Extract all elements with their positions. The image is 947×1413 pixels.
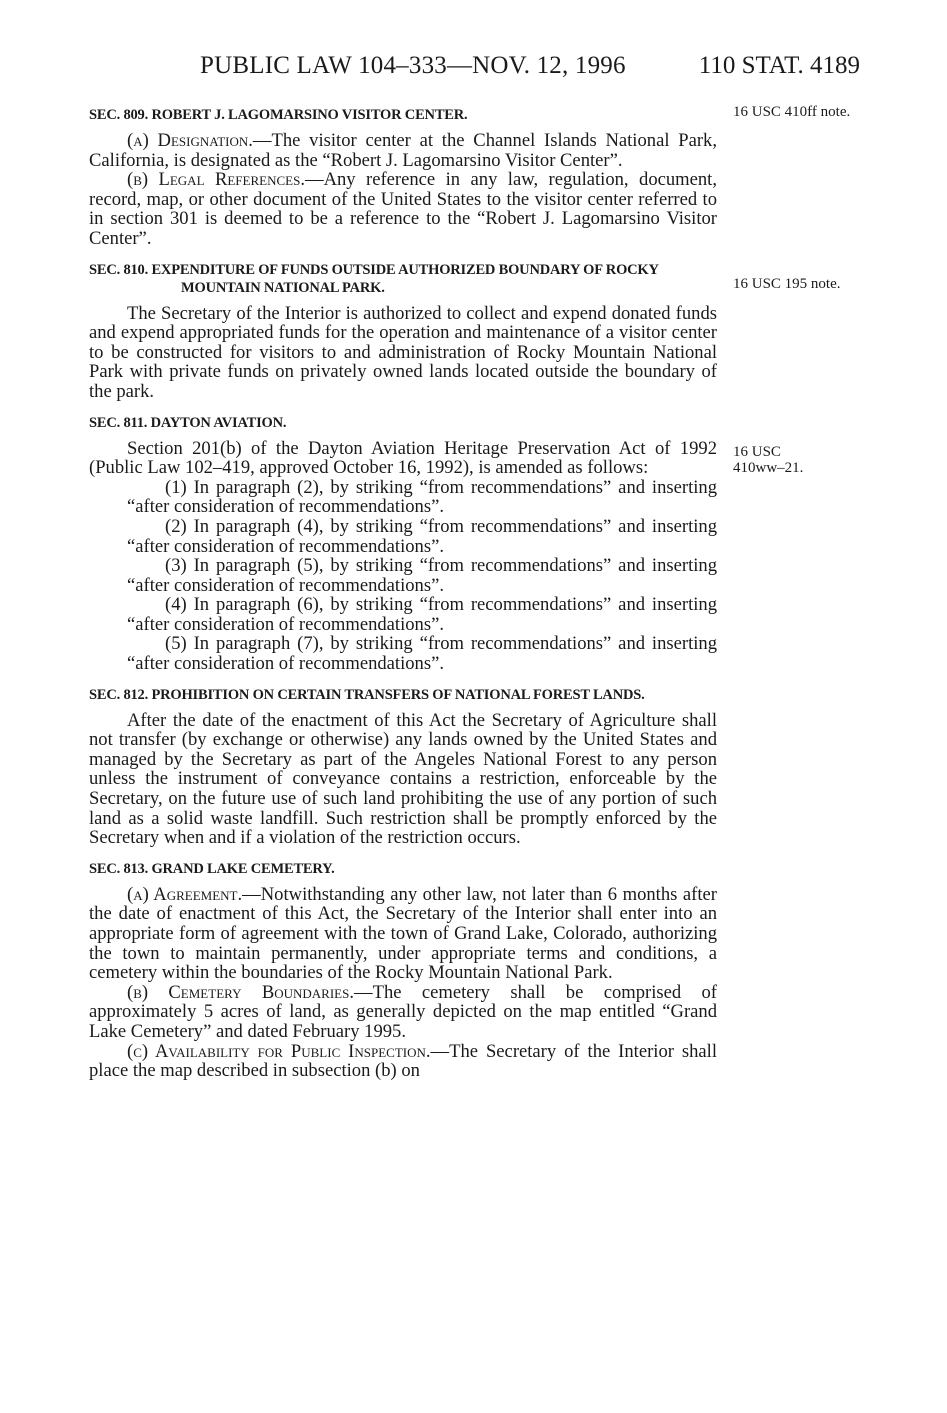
section-813-paragraph-c [89, 1042, 717, 1081]
section-811-paragraph: Section 201(b) of the Dayton Aviation Heritage Preservation Act of 1992 (Public Law 102–419, approved October 16, 1992), is amended as follows: [89, 437, 717, 479]
section-heading-811: SEC. 811. DAYTON AVIATION. [89, 414, 287, 431]
section-811-item-5: (5) In paragraph (7), by striking “from recommendations” and inserting “after consideration of recommendations”. [127, 633, 717, 675]
section-809-paragraph-a [89, 131, 717, 170]
margin-note-811: 16 USC 410ww–21. [733, 444, 804, 476]
section-heading-809: SEC. 809. ROBERT J. LAGOMARSINO VISITOR CENTER. [89, 107, 468, 123]
subsection-text: —The visitor center at the Channel Islands National Park, California, is designated as the “Robert J. Lagomarsino Visitor Center”. [89, 130, 717, 171]
section-810-paragraph: The Secretary of the Interior is authorized to collect and expend donated funds and expend appropriated funds for the operation and maintenance of a visitor center to be constructed for visitors to and administration of Rocky Mountain National Park with private funds on privately owned lands located outside the boundary of the park. [89, 302, 717, 402]
section-812-paragraph: After the date of the enactment of this Act the Secretary of Agriculture shall not transfer (by exchange or otherwise) any lands owned by the United States and managed by the Secretary as part of the Angeles National Forest to any person unless the instrument of conveyance contains a restriction, enforceable by the Secretary, on the future use of such land prohibiting the use of any portion of such land as a solid waste landfill. Such restriction shall be promptly enforced by the Secretary when and if a violation of the restriction occurs. [89, 709, 717, 849]
section-813-paragraph-a [89, 885, 717, 983]
subsection-text: —The cemetery shall be comprised of approximately 5 acres of land, as generally depicted on the map entitled “Grand Lake Cemetery” and dated February 1995. [89, 981, 717, 1042]
subsection-label: (c) Availability for Public Inspection. [127, 1040, 431, 1062]
section-813-paragraph-b [89, 983, 717, 1042]
subsection-label: (b) Cemetery Boundaries. [127, 981, 354, 1003]
subsection-label: (a) Designation. [127, 130, 253, 151]
subsection-label: (b) Legal References. [127, 169, 305, 191]
margin-note-810: 16 USC 195 note. [733, 276, 841, 292]
stat-page-number: 110 STAT. 4189 [698, 52, 860, 79]
section-809-paragraph-b [89, 170, 717, 248]
section-heading-812: SEC. 812. PROHIBITION ON CERTAIN TRANSFERS OF NATIONAL FOREST LANDS. [89, 686, 645, 703]
subsection-text: —Any reference in any law, regulation, document, record, map, or other document of the United States to the visitor center referred to in section 301 is deemed to be a reference to the “Robert J. Lagomarsino Visitor Center”. [89, 169, 717, 249]
section-heading-813: SEC. 813. GRAND LAKE CEMETERY. [89, 860, 335, 877]
section-811-item-4: (4) In paragraph (6), by striking “from recommendations” and inserting “after consideration of recommendations”. [127, 594, 717, 635]
section-heading-810: SEC. 810. EXPENDITURE OF FUNDS OUTSIDE AUTHORIZED BOUNDARY OF ROCKY MOUNTAIN NATIONAL PARK. [89, 261, 659, 296]
section-811-item-3: (3) In paragraph (5), by striking “from recommendations” and inserting “after consideration of recommendations”. [127, 555, 717, 596]
subsection-text: —Notwithstanding any other law, not later than 6 months after the date of enactment of this Act, the Secretary of the Interior shall enter into an appropriate form of agreement with the town of Grand Lake, Colorado, authorizing the town to maintain permanently, under appropriate terms and conditions, a cemetery within the boundaries of the Rocky Mountain National Park. [89, 883, 717, 984]
subsection-label: (a) Agreement. [127, 883, 243, 905]
subsection-text: —The Secretary of the Interior shall place the map described in subsection (b) on [89, 1040, 717, 1082]
page-header [200, 52, 860, 92]
document-body [89, 106, 717, 1081]
section-811-item-1: (1) In paragraph (2), by striking “from recommendations” and inserting “after consideration of recommendations”. [127, 476, 717, 518]
margin-note-809: 16 USC 410ff note. [733, 104, 851, 120]
running-title: PUBLIC LAW 104–333—NOV. 12, 1996 [200, 52, 626, 79]
section-811-item-2: (2) In paragraph (4), by striking “from recommendations” and inserting “after consideration of recommendations”. [127, 515, 717, 557]
